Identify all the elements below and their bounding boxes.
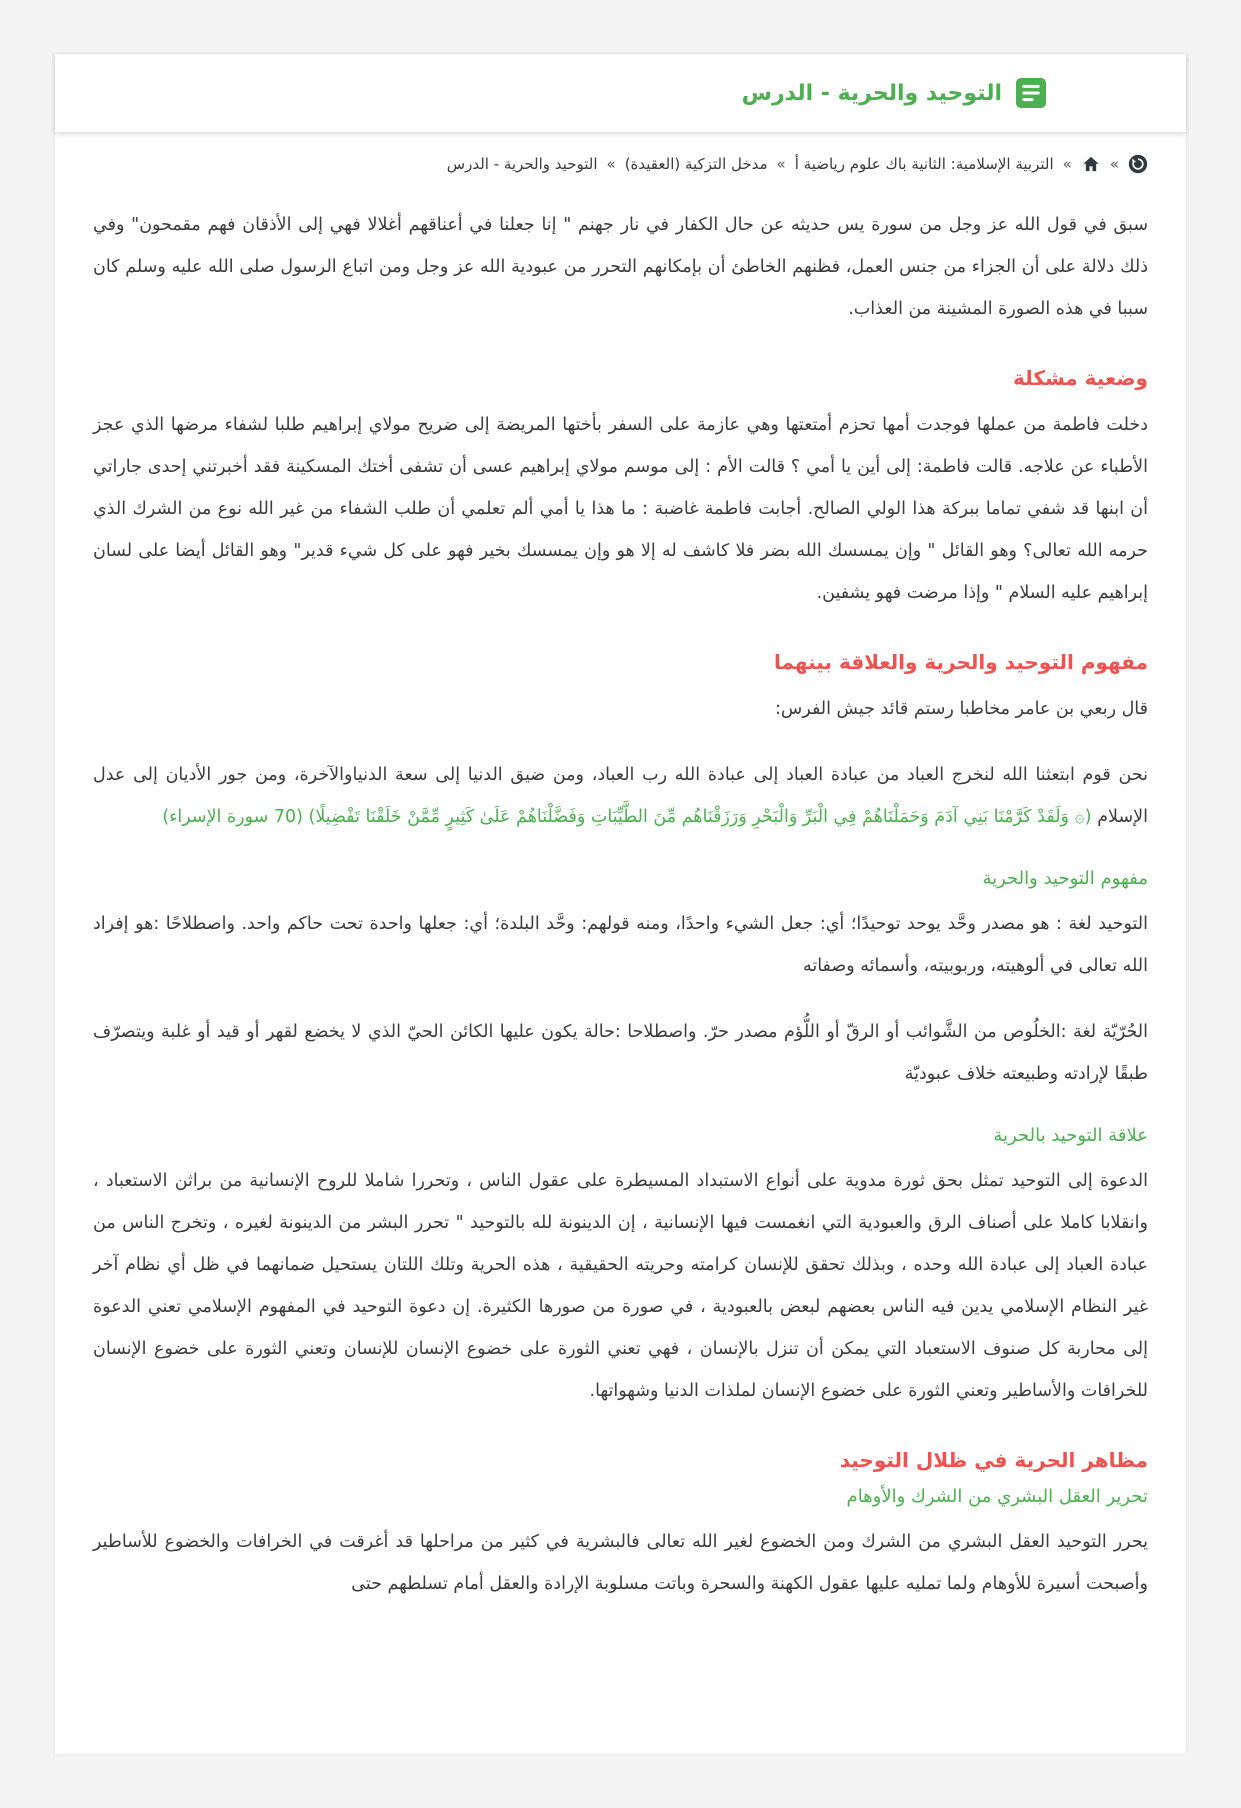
quran-verse: (۞ وَلَقَدْ كَرَّمْنَا بَنِي آدَمَ وَحَمَلْنَاهُمْ فِي الْبَرِّ وَالْبَحْرِ وَرَزَقْنَاهُم مِّنَ الطَّيِّبَاتِ وَفَضَّلْنَاهُمْ عَلَىٰ كَثِيرٍ مِّمَّنْ خَلَقْنَا تَفْضِيلًا) (70 سورة الإسراء)	[162, 807, 1092, 827]
content-card	[55, 54, 1186, 1754]
heading-tawhid-freedom-relation: علاقة التوحيد بالحرية	[993, 1125, 1148, 1146]
mind-liberation-paragraph: يحرر التوحيد العقل البشري من الشرك ومن الخضوع لغير الله تعالى فالبشرية في كثير من مراحلها قد أغرقت في الخرافات والخضوع للأساطير وأصبحت أسيرة للأوهام ولما تمليه عليها عقول الكهنة والسحرة وباتت مسلوبة الإرادة والعقل أمام تسلطهم حتى	[93, 1532, 1148, 1594]
hurriya-definition-paragraph: الحُرّيّة لغة :الخلُوص من الشَّوائب أو الرقّ أو اللُّؤم مصدر حرّ. واصطلاحا :حالة يكون عليها الكائن الحيّ الذي لا يخضع لقهر أو قيد أو غلبة ويتصرّف طبقًا لإرادته وطبيعته خلاف عبوديّة	[93, 1022, 1148, 1084]
page-title: التوحيد والحرية - الدرس	[741, 80, 1002, 106]
breadcrumb	[55, 132, 1186, 182]
breadcrumb-item-unit[interactable]: مدخل التزكية (العقيدة)	[624, 155, 768, 173]
heading-mind-liberation: تحرير العقل البشري من الشرك والأوهام	[846, 1486, 1148, 1507]
problem-situation-paragraph: دخلت فاطمة من عملها فوجدت أمها تحزم أمتعتها وهي عازمة على السفر بأختها المريضة إلى ضريح مولاي إبراهيم طلبا لشفاء مرضها الذي عجز الأطباء عن علاجه. قالت فاطمة: إلى أين يا أمي ؟ قالت الأم : إلى موسم مولاي إبراهيم عسى أن تشفى أختك المسكينة فقد أخبرتني إحدى جاراتي أن ابنها قد شفي تماما ببركة هذا الولي الصالح. أجابت فاطمة غاضبة : ما هذا يا أمي ألم تعلمي أن طلب الشفاء من غير الله نوع من الشرك الذي حرمه الله تعالى؟ وهو القائل " وإن يمسسك الله بضر فلا كاشف له إلا هو وإن يمسسك بخير فهو على كل شيء قدير" وهو القائل أيضا على لسان إبراهيم عليه السلام " وإذا مرضت فهو يشفين.	[93, 415, 1148, 603]
heading-tawhid-definition: مفهوم التوحيد والحرية	[982, 868, 1148, 889]
breadcrumb-item-current: التوحيد والحرية - الدرس	[446, 155, 598, 173]
lesson-list-icon	[1016, 78, 1046, 108]
sync-icon[interactable]	[1128, 154, 1148, 174]
breadcrumb-separator: »	[1062, 155, 1072, 173]
breadcrumb-separator: »	[776, 155, 786, 173]
breadcrumb-separator: »	[606, 155, 616, 173]
intro-paragraph: سبق في قول الله عز وجل من سورة يس حديثه عن حال الكفار في نار جهنم " إنا جعلنا في أعناقهم أغلالا فهي إلى الأذقان فهم مقمحون" وفي ذلك دلالة على أن الجزاء من جنس العمل، فظنهم الخاطئ أن بإمكانهم التحرر من عبودية الله عز وجل ومن اتباع الرسول صلى الله عليه وسلم كان سببا في هذه الصورة المشينة من العذاب.	[93, 215, 1148, 319]
lesson-content	[55, 182, 1186, 1689]
page-header	[55, 54, 1186, 132]
heading-problem-situation: وضعية مشكلة	[1013, 366, 1148, 390]
heading-concept-relation: مفهوم التوحيد والحرية والعلاقة بينهما	[774, 650, 1148, 674]
rabi-quote-paragraph	[93, 754, 1148, 838]
rabi-intro-line: قال ربعي بن عامر مخاطبا رستم قائد جيش الفرس:	[775, 699, 1148, 719]
relation-paragraph: الدعوة إلى التوحيد تمثل بحق ثورة مدوية على أنواع الاستبداد المسيطرة على عقول الناس ، وتحررا شاملا للروح الإنسانية من براثن الاستعباد ، وانقلابا كاملا على أصناف الرق والعبودية التي انغمست فيها الإنسانية ، إن الدينونة لله بالتوحيد " تحرر البشر من الدينونة لغيره ، وتخرج الناس من عبادة العباد إلى عبادة الله وحده ، وبذلك تحقق للإنسان كرامته وحريته الحقيقية ، هذه الحرية وتلك اللتان يستحيل ضمانهما في ظل أي نظام آخر غير النظام الإسلامي يدين فيه الناس بعضهم لبعض بالعبودية ، في صورة من صورها الكثيرة. إن دعوة التوحيد في المفهوم الإسلامي تعني الدعوة إلى محاربة كل صنوف الاستعباد التي يمكن أن تنزل بالإنسان ، فهي تعني الثورة على خضوع الإنسان للإنسان وتعني الثورة على خضوع الإنسان للخرافات والأساطير وتعني الثورة على خضوع الإنسان لملذات الدنيا وشهواتها.	[93, 1171, 1148, 1401]
breadcrumb-separator: »	[1109, 155, 1119, 173]
tawhid-definition-paragraph: التوحيد لغة : هو مصدر وحَّد يوحد توحيدًا؛ أي: جعل الشيء واحدًا، ومنه قولهم: وحَّد البلدة؛ أي: جعلها واحدة تحت حاكم واحد. واصطلاحًا :هو إفراد الله تعالى في ألوهيته، وربوبيته، وأسمائه وصفاته	[93, 914, 1148, 976]
heading-freedom-manifestations: مظاهر الحرية في ظلال التوحيد	[839, 1448, 1148, 1472]
breadcrumb-item-subject[interactable]: التربية الإسلامية: الثانية باك علوم رياضية أ	[794, 155, 1054, 173]
rabi-quote-text: نحن قوم ابتعثنا الله لنخرج العباد من عبادة العباد إلى عبادة الله رب العباد، ومن ضيق الدنيا إلى سعة الدنياوالآخرة، ومن جور الأديان إلى عدل الإسلام	[93, 765, 1148, 827]
home-icon[interactable]	[1081, 154, 1101, 174]
